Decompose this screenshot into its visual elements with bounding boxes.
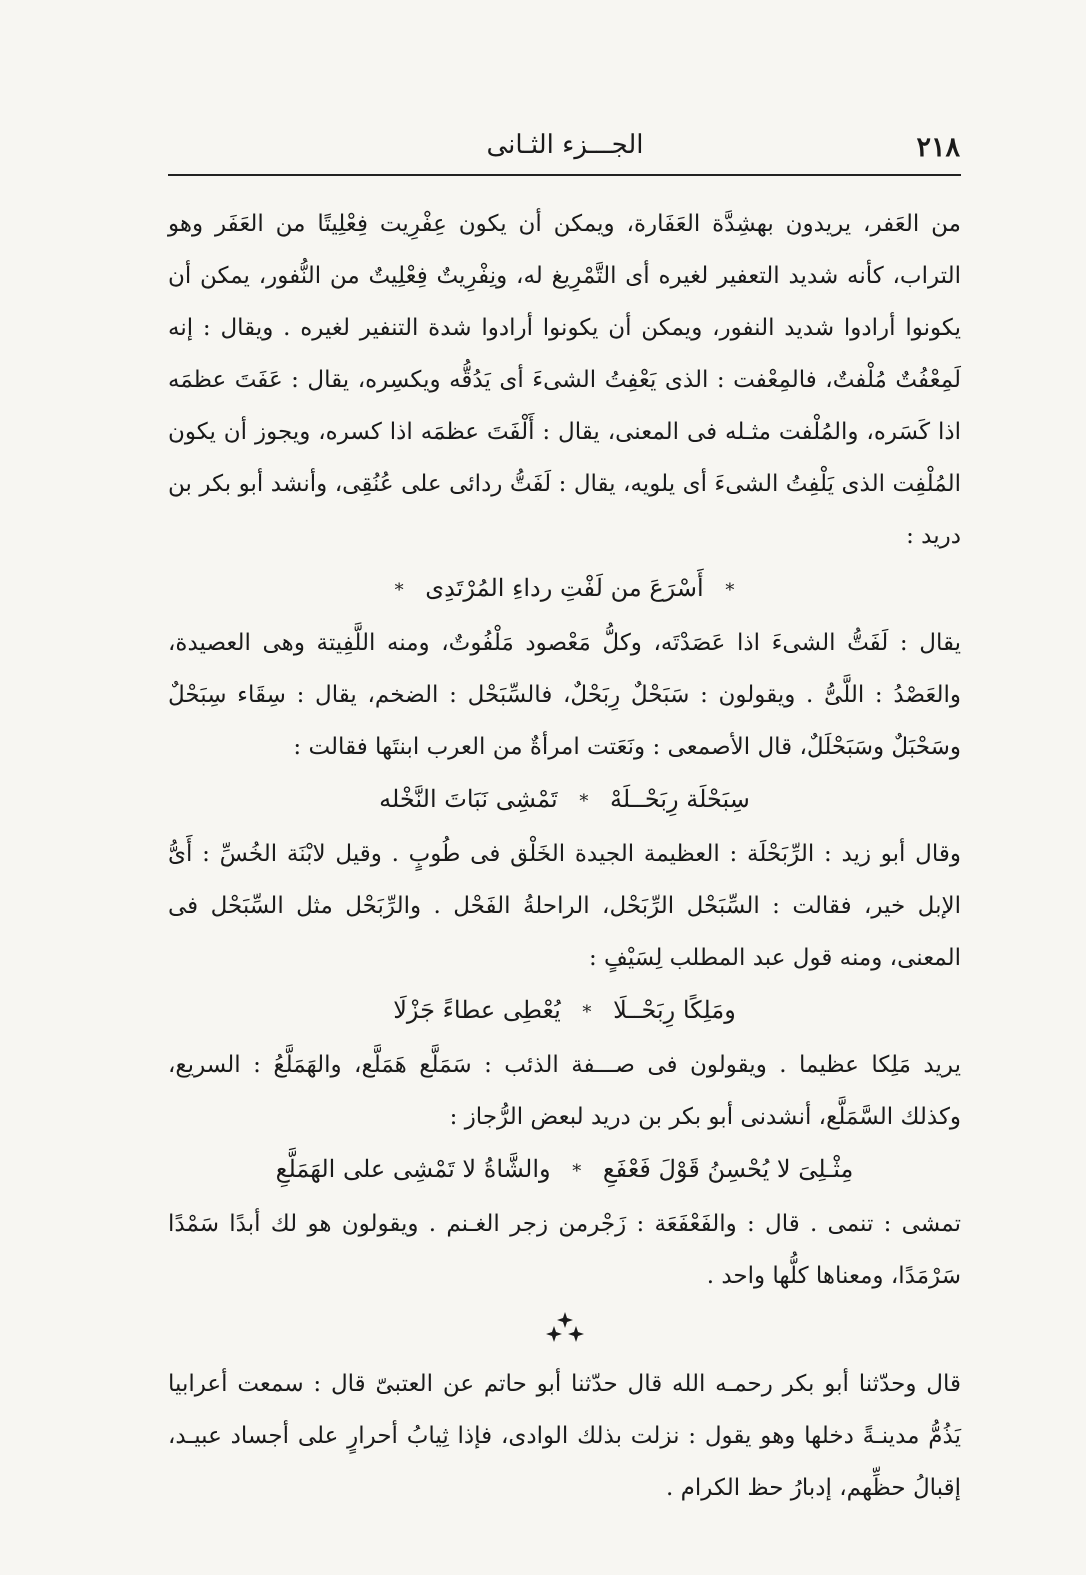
verse-1-text: أَسْرَعَ من لَفْتِ رداءِ المُرْتَدِى	[425, 574, 704, 602]
paragraph-3: وقال أبو زيد : الرِّبَحْلَة : العظيمة الجيدة الخَلْق فى طُوبٍ . وقيل لابْنَة الخُسِّ : أَىُّ الإبل خير، فقالت : السِّبَحْل الرِّبَحْل، الراحلةُ الفَحْل . والرِّبَحْل مثل السِّبَحْل فى المعنى، ومنه قول عبد المطلب لِسَيْفٍ :	[168, 841, 961, 971]
running-title: الجـــزء الثـانى	[486, 130, 644, 160]
verse-star-icon: *	[579, 791, 589, 812]
verse-star-icon: *	[572, 1161, 582, 1182]
verse-3	[168, 984, 961, 1039]
verse-star-icon: *	[394, 580, 404, 601]
verse-2	[168, 773, 961, 828]
verse-3-right-hemistich: ومَلِكًا رِبَحْــلَا	[613, 996, 736, 1024]
verse-4	[168, 1143, 961, 1198]
asterism-icon	[545, 1310, 585, 1344]
section-divider-ornament	[168, 1302, 961, 1358]
verse-4-right-hemistich: مِثْـلِىَ لا يُحْسِنُ قَوْلَ فَعْفَعِ	[602, 1155, 854, 1183]
paragraph-1: من العَفر، يريدون بهشِدَّة العَفَارة، ويمكن أن يكون عِفْرِيت فِعْلِيتًا من العَفَر وهو التراب، كأنه شديد التعفير لغيره أى التَّمْرِيغ له، ونِفْرِيتٌ فِعْلِيتٌ من النُّفور، يمكن أن يكونوا أرادوا شديد النفور، ويمكن أن يكونوا أرادوا شدة التنفير لغيره . ويقال : إنه لَمِعْفُتٌ مُلْفتٌ، فالمِعْفت : الذى يَعْفِتُ الشىءَ أى يَدُقُّه ويكسِره، يقال : عَفَتَ عظمَه اذا كَسَره، والمُلْفت مثـله فى المعنى، يقال : أَلْفَتَ عظمَه اذا كسره، ويجوز أن يكون المُلْفِت الذى يَلْفِتُ الشىءَ أى يلويه، يقال : لَفَتُّ ردائى على عُنُقِى، وأنشد أبو بكر بن دريد :	[168, 211, 961, 549]
verse-3-left-hemistich: يُعْطِى عطاءً جَزْلَا	[393, 996, 561, 1024]
paragraph-2: يقال : لَفَتُّ الشىءَ اذا عَصَدْتَه، وكلُّ مَعْصود مَلْفُوتٌ، ومنه اللَّفِيتة وهى العصيدة، والعَصْدُ : اللَّىُّ . ويقولون : سَبَحْلٌ رِبَحْلٌ، فالسِّبَحْل : الضخم، يقال : سِقَاء سِبَحْلٌ وسَحْبَلٌ وسَبَحْلَلٌ، قال الأصمعى : ونَعَتت امرأةٌ من العرب ابنتَها فقالت :	[168, 630, 961, 760]
paragraph-4: يريد مَلِكا عظيما . ويقولون فى صـــفة الذئب : سَمَلَّع هَمَلَّع، والهَمَلَّعُ : السريع، وكذلك السَّمَلَّع، أنشدنى أبو بكر بن دريد لبعض الرُّجاز :	[168, 1052, 961, 1130]
verse-2-right-hemistich: سِبَحْلَة رِبَحْــلَهْ	[609, 785, 750, 813]
paragraph-5: تمشى : تنمى . قال : والفَعْفَعَة : زَجْرمن زجر الغـنم . ويقولون هو لك أبدًا سَمْدًا سَرْمَدًا، ومعناها كلُّها واحد .	[168, 1211, 961, 1289]
header-rule	[168, 174, 961, 176]
page-header	[170, 128, 960, 170]
verse-star-icon: *	[725, 580, 735, 601]
verse-4-left-hemistich: والشَّاةُ لا تَمْشِى على الهَمَلَّعِ	[275, 1155, 551, 1183]
paragraph-6: قال وحدّثنا أبو بكر رحمـه الله قال حدّثنا أبو حاتم عن العتبىّ قال : سمعت أعرابيا يَذُمُّ مدينـةً دخلها وهو يقول : نزلت بذلك الوادى، فإذا ثِيابُ أحرارٍ على أجساد عبيـد، إقبالُ حظِّهم، إدبارُ حظ الكرام .	[168, 1371, 961, 1501]
page-number: ٢١٨	[916, 132, 960, 163]
verse-star-icon: *	[582, 1002, 592, 1023]
verse-1	[168, 562, 961, 617]
verse-2-left-hemistich: تَمْشِى نَبَاتَ النَّخْله	[379, 785, 558, 813]
page-body	[168, 198, 961, 1514]
